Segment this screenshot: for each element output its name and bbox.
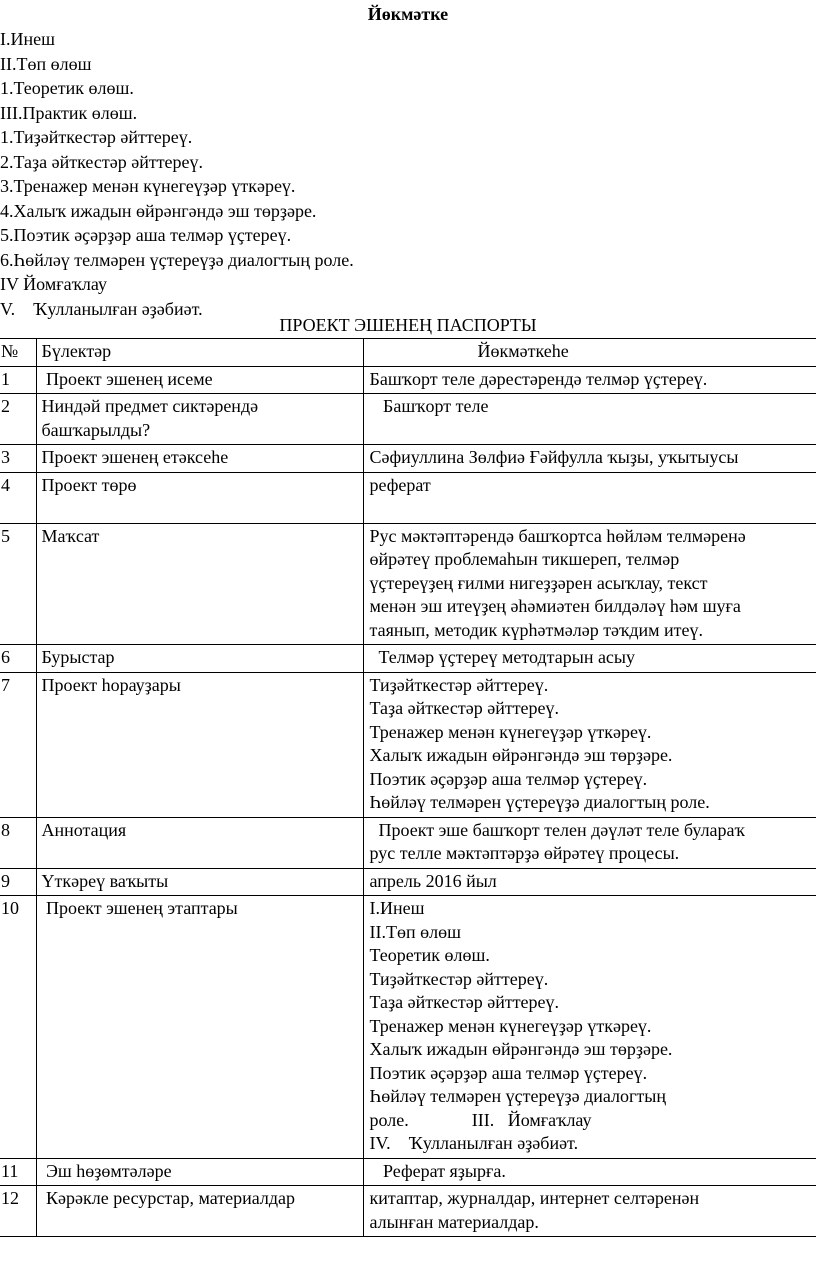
content-line: менән эш итеүҙең әһәмиәтен билдәләү һәм шуға [369,596,741,616]
header-number: № [0,339,36,367]
content-line: Башҡорт теле дәрестәрендә телмәр үҫтереү. [369,368,708,389]
toc-item: II.Төп өлөш [0,53,92,74]
toc-item: V. Ҡулланылған әҙәбиәт. [0,298,203,319]
content-line: Таҙа әйткестәр әйттереү. [369,698,560,718]
table-row [0,445,816,473]
toc-item: III.Практик өлөш. [0,102,138,123]
passport-table [0,338,816,1237]
section-line: башҡарылды? [41,419,151,440]
toc-item: IV Йомғаҡлау [0,274,107,294]
content-line: Тренажер менән күнегеүҙәр үткәреү. [369,1015,652,1036]
row-number: 3 [0,445,36,473]
table-row [0,817,816,868]
content-line: IV. Ҡулланылған әҙәбиәт. [369,1133,579,1153]
content-line: Тренажер менән күнегеүҙәр үткәреү. [369,721,652,742]
row-section [36,366,363,394]
row-section [36,868,363,896]
row-content [363,672,816,817]
table-row [0,472,816,523]
row-content [363,445,816,473]
row-section [36,523,363,645]
content-line: алынған материалдар. [369,1211,539,1232]
row-number: 6 [0,645,36,673]
table-row [0,896,816,1159]
content-line: Башҡорт теле [369,396,489,416]
table-row [0,1158,816,1186]
row-number: 4 [0,472,36,523]
row-section [36,472,363,523]
section-line: Проект эшенең этаптары [41,898,238,918]
row-section [36,817,363,868]
toc-item: 4.Халыҡ ижадын өйрәнгәндә эш төрҙәре. [0,200,317,221]
table-row [0,645,816,673]
row-number: 1 [0,366,36,394]
row-content [363,868,816,896]
section-line: Үткәреү ваҡыты [41,870,169,891]
content-line: Халыҡ ижадын өйрәнгәндә эш төрҙәре. [369,1039,673,1059]
toc-item: 2.Таҙа әйткестәр әйттереү. [0,151,204,172]
row-content [363,472,816,523]
row-section [36,1186,363,1237]
document-title: Йөкмәтке [367,4,449,24]
content-line: рус телле мәктәптәрҙә өйрәтеү процесы. [369,843,680,863]
toc-item: 1.Теоретик өлөш. [0,78,134,98]
content-line: Халыҡ ижадын өйрәнгәндә эш төрҙәре. [369,745,673,765]
row-section [36,394,363,445]
table-row [0,366,816,394]
content-line: реферат [369,474,431,495]
content-line: Рус мәктәптәрендә башҡортса һөйләм телмәренә [369,525,746,546]
row-section [36,645,363,673]
content-line: Тиҙәйткестәр әйттереү. [369,968,549,989]
toc-item: I.Инеш [0,29,55,49]
passport-title: ПРОЕКТ ЭШЕНЕҢ ПАСПОРТЫ [279,315,537,335]
content-line: Реферат яҙырға. [369,1160,506,1181]
content-line: таянып, методик күрһәтмәләр тәҡдим итеү. [369,619,704,640]
row-content [363,817,816,868]
row-number: 9 [0,868,36,896]
section-line: Проект төрө [41,474,137,495]
table-of-contents [0,27,816,321]
row-number: 11 [0,1158,36,1186]
section-line: Аннотация [41,819,127,840]
section-line: Бурыстар [41,647,115,667]
content-line: Телмәр үҫтереү методтарын асыу [369,647,636,667]
content-line: Теоретик өлөш. [369,945,490,965]
content-line: Проект эше башҡорт телен дәүләт теле булараҡ [369,819,745,840]
table-row [0,1186,816,1237]
content-line: китаптар, журналдар, интернет селтәренән [369,1188,700,1208]
row-section [36,1158,363,1186]
toc-item: 1.Тиҙәйткестәр әйттереү. [0,127,193,147]
toc-item: 5.Поэтик әҫәрҙәр аша телмәр үҫтереү. [0,225,292,245]
row-section [36,896,363,1159]
section-line: Кәрәкле ресурстар, материалдар [41,1188,296,1208]
content-line: Һөйләү телмәрен үҫтереүҙә диалогтың роле. [369,792,710,812]
row-number: 12 [0,1186,36,1237]
header-content: Йөкмәткеһе [363,339,816,367]
row-number: 7 [0,672,36,817]
content-line: Таҙа әйткестәр әйттереү. [369,992,560,1012]
section-line: Маҡсат [41,525,100,546]
row-content [363,645,816,673]
row-section [36,445,363,473]
content-line: Поэтик әҫәрҙәр аша телмәр үҫтереү. [369,768,648,789]
table-row [0,868,816,896]
row-section [36,672,363,817]
row-number: 8 [0,817,36,868]
row-content [363,366,816,394]
section-line: Эш һөҙөмтәләре [41,1160,172,1181]
content-line: II.Төп өлөш [369,921,461,942]
table-row [0,394,816,445]
content-line [370,497,816,521]
content-line: өйрәтеү проблемаһын тикшереп, телмәр [369,549,680,569]
content-line: Сәфиуллина Зөлфиә Ғәйфулла ҡыҙы, уҡытыусы [369,447,739,467]
table-row [0,672,816,817]
content-line: үҫтереүҙең ғилми нигеҙҙәрен асыҡлау, текст [369,572,708,593]
table-header-row [0,339,816,367]
row-content [363,1186,816,1237]
content-line: Һөйләү телмәрен үҫтереүҙә диалогтың [369,1086,666,1106]
section-line: Ниндәй предмет сиктәрендә [41,396,259,416]
header-sections: Бүлектәр [36,339,363,367]
toc-item: 3.Тренажер менән күнегеүҙәр үткәреү. [0,176,296,196]
table-row [0,523,816,645]
row-number: 10 [0,896,36,1159]
content-line: I.Инеш [369,898,425,918]
content-line: Тиҙәйткестәр әйттереү. [369,674,549,695]
section-line: Проект эшенең исеме [41,368,213,389]
section-line: Проект эшенең етәксеһе [41,447,229,467]
row-number: 5 [0,523,36,645]
row-content [363,896,816,1159]
content-line: апрель 2016 йыл [369,870,497,891]
content-line: Поэтик әҫәрҙәр аша телмәр үҫтереү. [369,1062,648,1083]
section-line: Проект һорауҙары [41,674,181,695]
row-number: 2 [0,394,36,445]
row-content [363,394,816,445]
toc-item: 6.Һөйләү телмәрен үҫтереүҙә диалогтың роле. [0,249,354,270]
row-content [363,1158,816,1186]
row-content [363,523,816,645]
content-line: роле. III. Йомғаҡлау [369,1109,592,1130]
